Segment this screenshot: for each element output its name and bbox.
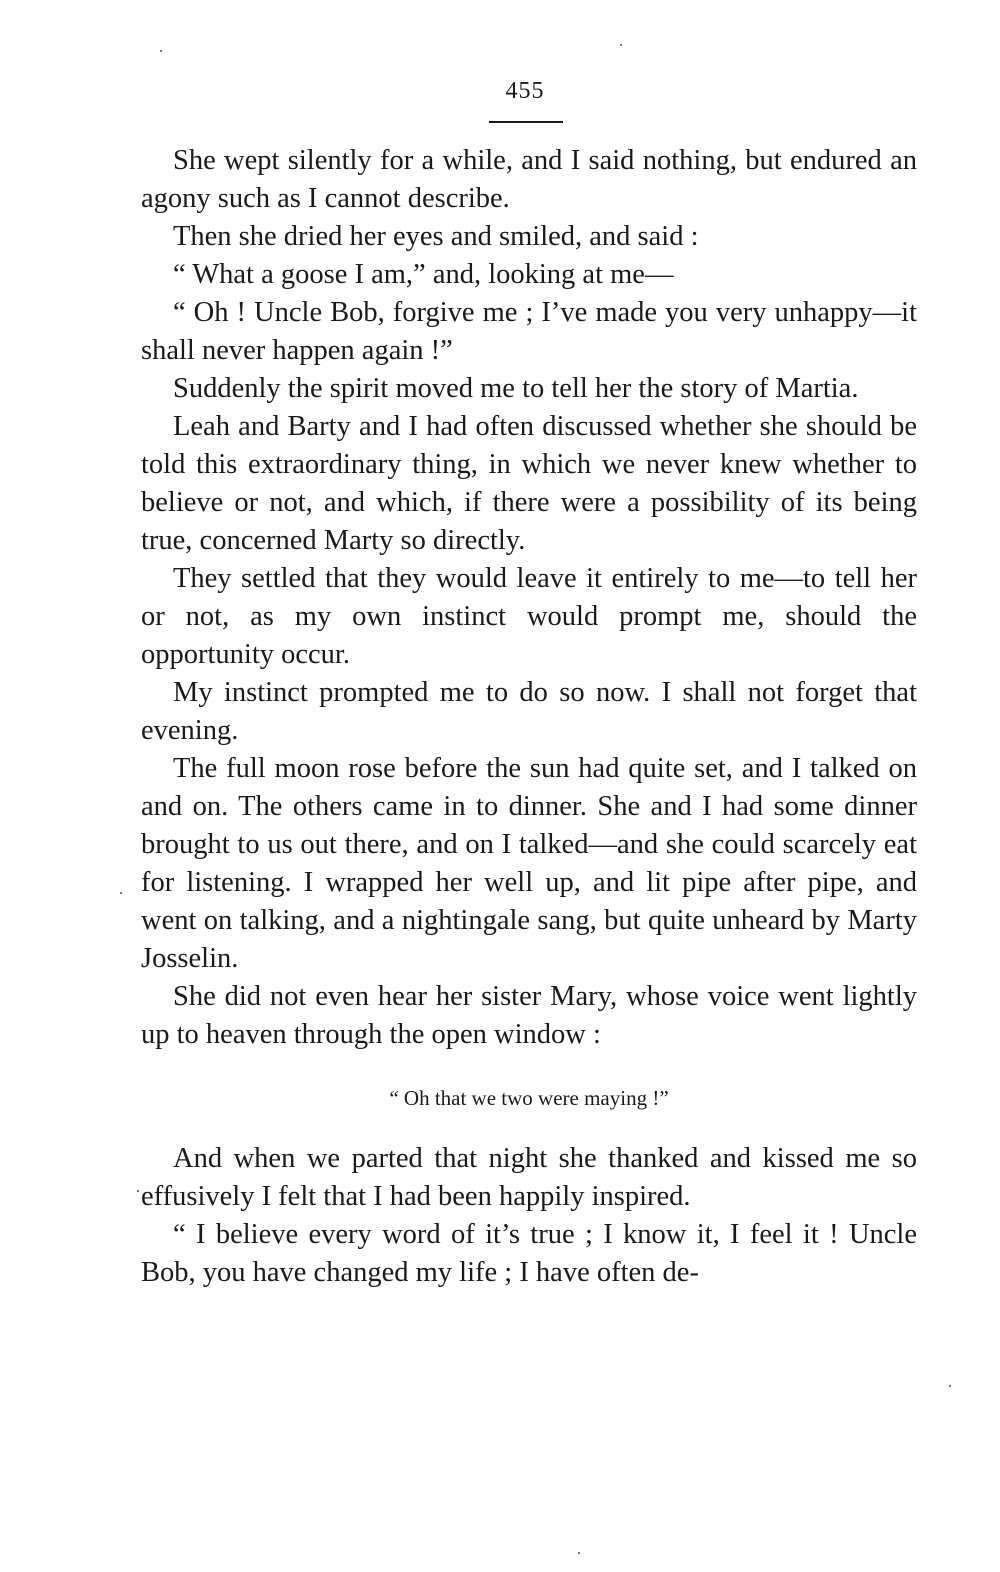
paragraph: Then she dried her eyes and smiled, and said : (173, 221, 699, 252)
paragraph: Leah and Barty and I had often discussed whether she should be told this extraordinary thing, in which we never knew whether to believe or not, and which, if there were a possibility of its being true, concerned Marty so directly. (141, 411, 917, 556)
paragraph: My instinct prompted me to do so now. I shall not forget that evening. (141, 677, 917, 746)
paragraph: The full moon rose before the sun had quite set, and I talked on and on. The others came in to dinner. She and I had some dinner brought to us out there, and on I talked—and she could scarcely eat for listening. I wrapped her well up, and lit pipe after pipe, and went on talking, and a nightingale sang, but quite unheard by Marty Josselin. (141, 753, 917, 974)
paper-speck (120, 892, 122, 894)
paragraph: “ What a goose I am,” and, looking at me— (173, 259, 674, 290)
paragraph: And when we parted that night she thanked and kissed me so effusively I felt that I had been happily inspired. (141, 1143, 917, 1212)
paragraph: Suddenly the spirit moved me to tell her the story of Martia. (173, 373, 859, 404)
paper-speck (949, 1385, 951, 1387)
paper-speck (620, 44, 622, 46)
body-text (141, 142, 917, 1292)
song-quote: “ Oh that we two were maying !” (389, 1086, 669, 1110)
paragraph: “ I believe every word of it’s true ; I know it, I feel it ! Uncle Bob, you have changed my life ; I have often de- (141, 1219, 917, 1288)
paper-speck (160, 50, 162, 52)
paper-speck (578, 1552, 580, 1554)
paragraph: She did not even hear her sister Mary, whose voice went lightly up to heaven through the open window : (141, 981, 917, 1050)
paragraph: “ Oh ! Uncle Bob, forgive me ; I’ve made you very unhappy—it shall never happen again !” (141, 297, 917, 366)
page-number-rule (489, 121, 563, 123)
paragraph: She wept silently for a while, and I said nothing, but endured an agony such as I cannot describe. (141, 145, 917, 214)
paragraph: They settled that they would leave it entirely to me—to tell her or not, as my own instinct would prompt me, should the opportunity occur. (141, 563, 917, 670)
page-number: 455 (505, 78, 545, 104)
paper-speck (137, 1190, 139, 1192)
